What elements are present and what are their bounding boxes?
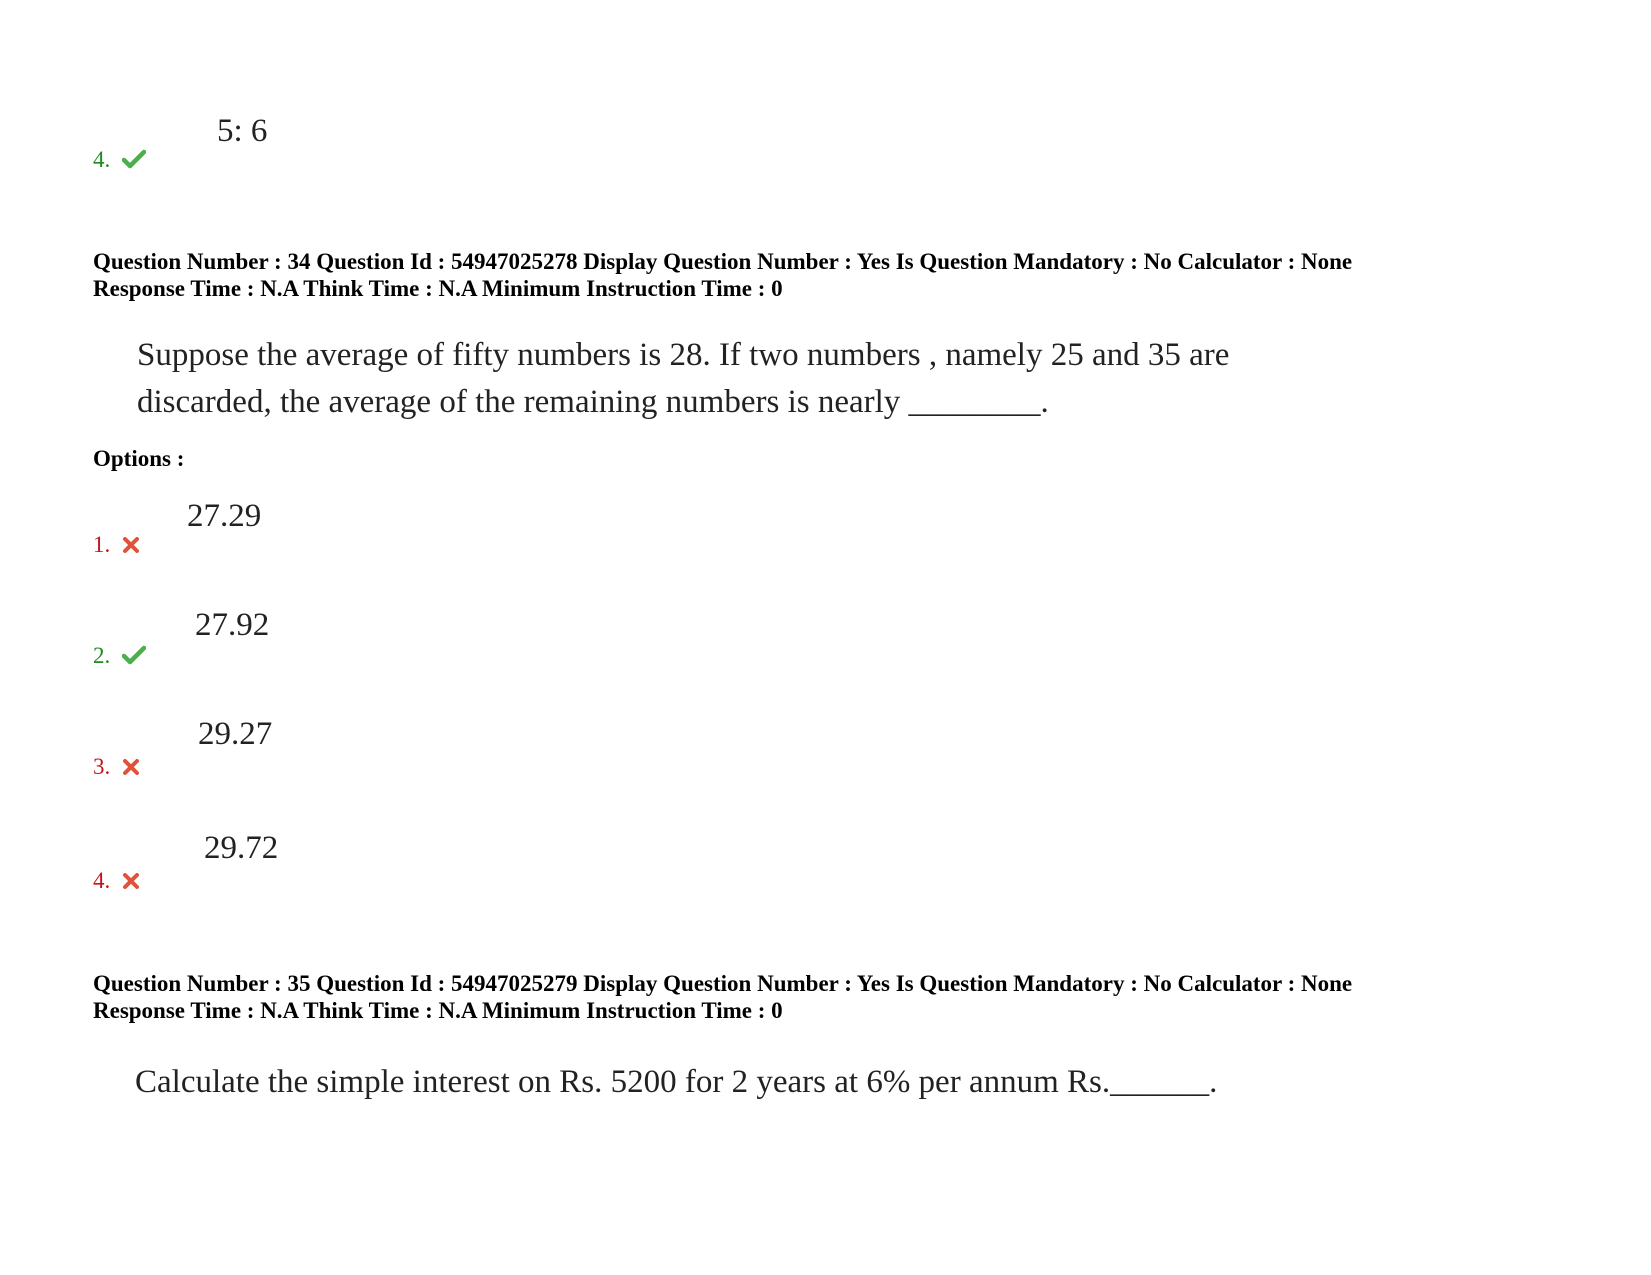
question-34-meta-line-2: Response Time : N.A Think Time : N.A Minimum Instruction Time : 0 bbox=[93, 276, 783, 301]
prev-option-4-number: 4. bbox=[93, 147, 111, 172]
option-3-number-row bbox=[93, 755, 140, 778]
cross-mark-icon bbox=[122, 758, 140, 776]
option-1-number-row bbox=[93, 533, 140, 556]
check-mark-icon bbox=[122, 149, 146, 169]
question-35-meta-line-1: Question Number : 35 Question Id : 54947025279 Display Question Number : Yes Is Question Mandatory : No Calculator : None bbox=[93, 971, 1353, 996]
option-2-value: 27.92 bbox=[195, 607, 270, 643]
check-mark-icon bbox=[122, 645, 146, 665]
option-1-number: 1. bbox=[93, 532, 111, 557]
prev-option-4-number-row bbox=[93, 148, 146, 171]
option-3-value: 29.27 bbox=[198, 716, 273, 752]
option-3-number: 3. bbox=[93, 754, 111, 779]
cross-mark-icon bbox=[122, 872, 140, 890]
cross-mark-icon bbox=[122, 536, 140, 554]
option-4-value: 29.72 bbox=[204, 830, 279, 866]
option-1-value: 27.29 bbox=[187, 498, 262, 534]
option-4-number-row bbox=[93, 869, 140, 892]
prev-option-4-value: 5: 6 bbox=[217, 113, 268, 149]
question-34-meta-line-1: Question Number : 34 Question Id : 54947025278 Display Question Number : Yes Is Question Mandatory : No Calculator : None bbox=[93, 249, 1353, 274]
question-35-text-line-1: Calculate the simple interest on Rs. 5200 for 2 years at 6% per annum Rs.______. bbox=[135, 1064, 1218, 1100]
option-2-number: 2. bbox=[93, 643, 111, 668]
options-label: Options : bbox=[93, 446, 185, 471]
option-2-number-row bbox=[93, 644, 146, 667]
question-34-text-line-2: discarded, the average of the remaining numbers is nearly ________. bbox=[137, 384, 1049, 420]
question-34-text-line-1: Suppose the average of fifty numbers is 28. If two numbers , namely 25 and 35 are bbox=[137, 337, 1230, 373]
question-35-meta-line-2: Response Time : N.A Think Time : N.A Minimum Instruction Time : 0 bbox=[93, 998, 783, 1023]
option-4-number: 4. bbox=[93, 868, 111, 893]
